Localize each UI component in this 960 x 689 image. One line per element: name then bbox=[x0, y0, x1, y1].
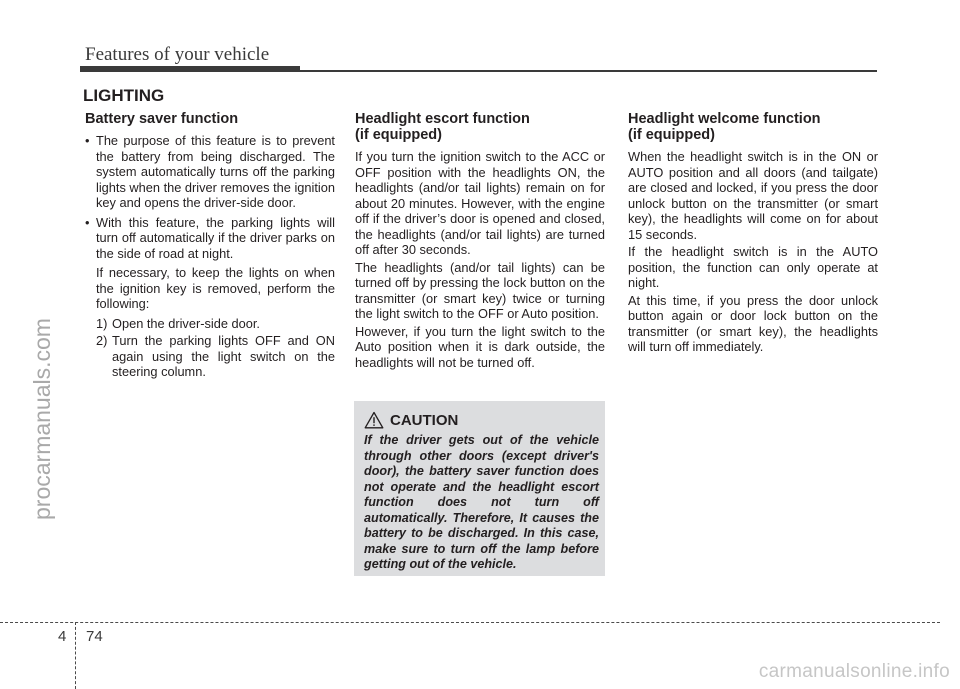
step-item bbox=[85, 316, 335, 332]
step-text: Open the driver-side door. bbox=[112, 315, 260, 331]
step-text: Turn the parking lights OFF and ON again using the light switch on the steering column. bbox=[112, 333, 335, 379]
escort-paragraph: However, if you turn the light switch to the Auto position when it is dark outside, the headlights will not be turned off. bbox=[355, 323, 605, 370]
welcome-paragraph: If the headlight switch is in the AUTO position, the function can only operate at night. bbox=[628, 244, 878, 290]
battery-saver-heading: Battery saver function bbox=[85, 111, 239, 127]
step-number: 1) bbox=[96, 315, 108, 331]
battery-saver-column bbox=[85, 111, 335, 382]
caution-title: CAUTION bbox=[390, 411, 459, 429]
escort-paragraph: The headlights (and/or tail lights) can be turned off by pressing the lock button on the transmitter (or smart key) twice or turning the light switch to the OFF or Auto position. bbox=[355, 259, 605, 321]
escort-heading-line1: Headlight escort function bbox=[355, 111, 530, 127]
list-item: • The purpose of this feature is to prevent the battery from being discharged. The system automatically turns off the parking lights when the driver removes the ignition key and opens the driver-side door. bbox=[85, 133, 335, 211]
section-title: LIGHTING bbox=[83, 86, 165, 105]
footer-divider bbox=[75, 622, 76, 689]
escort-heading-line2: (if equipped) bbox=[355, 127, 442, 143]
caution-text: If the driver gets out of the vehicle through other doors (except driver's door), the battery saver function does not operate and the headlight escort function does not turn off automatically. Therefore, It causes the battery to be discharged. In this case, make sure to turn off the lamp before getting out of the vehicle. bbox=[364, 433, 599, 571]
header-title: Features of your vehicle bbox=[85, 44, 270, 65]
footer-rule bbox=[0, 622, 940, 623]
battery-saver-followup: If necessary, to keep the lights on when the ignition key is removed, perform the following: bbox=[96, 265, 335, 311]
welcome-heading-line1: Headlight welcome function bbox=[628, 111, 821, 127]
warning-triangle-icon bbox=[364, 411, 384, 429]
header-rule-thin bbox=[300, 70, 877, 72]
caution-header bbox=[364, 411, 599, 429]
watermark-text: procarmanuals.com bbox=[29, 318, 55, 520]
welcome-heading-line2: (if equipped) bbox=[628, 127, 715, 143]
step-item bbox=[85, 333, 335, 380]
welcome-heading bbox=[628, 111, 878, 143]
escort-heading bbox=[355, 111, 605, 143]
welcome-paragraph: At this time, if you press the door unlock button again or door lock button on the transmitter (or smart key), the headlights will turn off immediately. bbox=[628, 292, 878, 354]
chapter-number: 4 bbox=[58, 628, 67, 645]
escort-paragraph: If you turn the ignition switch to the ACC or OFF position with the headlights ON, the headlights (and/or tail lights) remain on for about 20 minutes. However, with the engine off if the driver’s door is opened and closed, the headlights (and/or tail lights) are turned off after 30 seconds. bbox=[355, 149, 605, 257]
battery-saver-bullets bbox=[85, 133, 335, 261]
welcome-column bbox=[628, 111, 878, 357]
footer-site-watermark: carmanualsonline.info bbox=[758, 661, 950, 682]
header-rule-thick bbox=[80, 66, 300, 72]
caution-box bbox=[354, 401, 605, 576]
page-number: 74 bbox=[86, 628, 103, 645]
escort-column bbox=[355, 111, 605, 372]
step-number: 2) bbox=[96, 333, 108, 348]
welcome-paragraph: When the headlight switch is in the ON or AUTO position and all doors (and tailgate) are closed and locked, if you press the door unlock button on the transmitter (or smart key), the headlights will come on for about 15 seconds. bbox=[628, 149, 878, 242]
list-item: • With this feature, the parking lights will turn off automatically if the driver parks on the side of road at night. bbox=[85, 215, 335, 262]
